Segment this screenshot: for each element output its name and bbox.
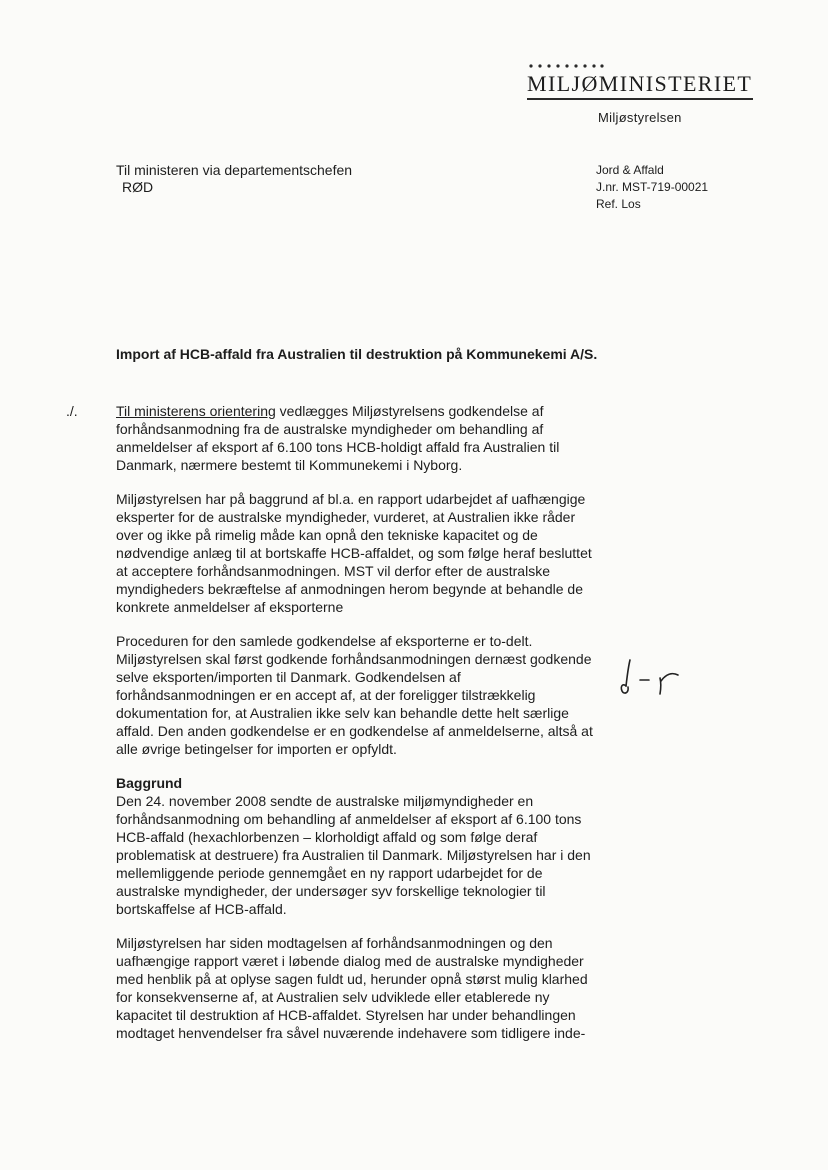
paragraph: Miljøstyrelsen har siden modtagelsen af forhåndsanmodningen og den uafhængige rapport været i løbende dialog med de australske myndigheder med henblik på at oplyse sagen fuldt ud, herunder opnå størst mulig klarhed for konsekvenserne af, at Australien selv udviklede eller etablerede ny kapacitet til destruktion af HCB-affaldet. Styrelsen har under behandlingen modtaget henvendelser fra såvel nuværende indehavere som tidligere inde-	[116, 935, 588, 1041]
recipient-line: Til ministeren via departementschefen	[116, 162, 353, 178]
handwritten-annotation-icon	[616, 656, 686, 702]
document-body	[116, 402, 600, 1058]
paragraph: Miljøstyrelsen har på baggrund af bl.a. en rapport udarbejdet af uafhængige eksperter for de australske myndigheder, vurderet, at Australien ikke råder over og ikke på rimelig måde kan opnå den tekniske kapacitet og de nødvendige anlæg til at bortskaffe HCB-affaldet, og som følge heraf besluttet at acceptere forhåndsanmodningen. MST vil derfor efter de australske myndigheders bekræftelse af anmodningen herom begynde at behandle de konkrete anmeldelser af eksporterne	[116, 491, 592, 615]
logo-divider	[527, 98, 753, 100]
paragraph-text: vedlægges Miljøstyrelsens godkendelse af forhåndsanmodning fra de australske myndigheder om behandling af anmeldelser af eksport af 6.100 tons HCB-holdigt affald fra Australien til Danmark, nærmere bestemt til Kommunekemi i Nyborg.	[116, 403, 560, 473]
ministry-logo-text: MILJØMINISTERIET	[527, 71, 753, 96]
reference-label: Ref. Los	[596, 197, 641, 211]
agency-name: Miljøstyrelsen	[598, 110, 682, 125]
logo-dots-icon	[528, 63, 604, 69]
recipient-block	[116, 162, 352, 196]
paragraph-lead: Til ministerens orientering	[116, 403, 276, 419]
department-label: Jord & Affald	[596, 163, 664, 177]
paragraph: Den 24. november 2008 sendte de australske miljømyndigheder en forhåndsanmodning om behandling af anmeldelser af eksport af 6.100 tons HCB-affald (hexachlorbenzen – klorholdigt affald og som følge deraf problematisk at destruere) fra Australien til Danmark. Miljøstyrelsen har i den mellemliggende periode gennemgået en ny rapport udarbejdet for de australske myndigheder, der undersøger syv forskellige teknologier til bortskaffelse af HCB-affald.	[116, 793, 591, 917]
section-heading: Baggrund	[116, 775, 183, 791]
recipient-initials: RØD	[122, 179, 154, 195]
document-title: Import af HCB-affald fra Australien til destruktion på Kommunekemi A/S.	[116, 346, 598, 362]
paragraph	[116, 402, 600, 474]
paragraph: Proceduren for den samlede godkendelse af eksporterne er to-delt. Miljøstyrelsen skal først godkende forhåndsanmodningen dernæst godkende selve eksporten/importen til Danmark. Godkendelsen af forhåndsanmodningen er en accept af, at der foreligger tilstrækkelig dokumentation for, at Australien ikke selv kan behandle dette helt særlige affald. Den anden godkendelse er en godkendelse af anmeldelserne, altså at alle øvrige betingelser for importen er opfyldt.	[116, 633, 593, 757]
reference-block	[596, 162, 708, 213]
margin-mark: ./.	[66, 403, 78, 419]
journal-number: J.nr. MST-719-00021	[596, 180, 709, 194]
